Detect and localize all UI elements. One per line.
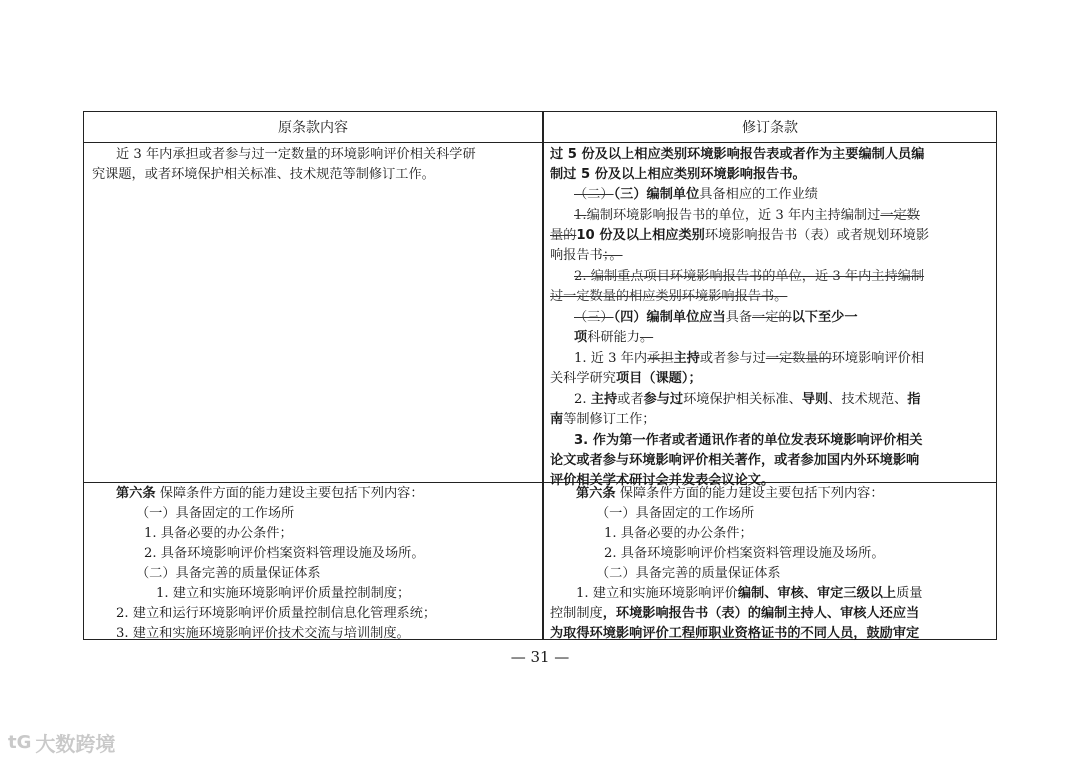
text-line: 1.编制环境影响报告书的单位，近 3 年内主持编制过一定数 — [574, 208, 920, 223]
text-line: 2. 具备环境影响评价档案资料管理设施及场所。 — [144, 546, 425, 561]
watermark — [8, 728, 115, 757]
text-line: 南等制修订工作； — [550, 412, 656, 427]
text-line: 论文或者参与环境影响评价相关著作，或者参加国内外环境影响 — [550, 453, 920, 468]
text-line: 量的10 份及以上相应类别环境影响报告书（表）或者规划环境影 — [550, 228, 930, 243]
text-line: （三）（四）编制单位应当具备一定的以下至少一 — [574, 310, 858, 325]
text-line: 2. 具备环境影响评价档案资料管理设施及场所。 — [604, 546, 885, 561]
text-line: 究课题，或者环境保护相关标准、技术规范等制修订工作。 — [92, 167, 435, 182]
text-line: 控制制度，环境影响报告书（表）的编制主持人、审核人还应当 — [550, 606, 920, 621]
watermark-logo-icon: tG — [8, 732, 32, 753]
header-revised: 修订条款 — [742, 120, 798, 136]
text-line: 过一定数量的相应类别环境影响报告书。 — [550, 289, 788, 304]
header-divider — [84, 142, 996, 143]
text-line: 关科学研究项目（课题）； — [550, 371, 702, 386]
text-line: 评价相关学术研讨会并发表会议论文。 — [550, 473, 775, 488]
text-line: 制过 5 份及以上相应类别环境影响报告书。 — [550, 167, 806, 182]
watermark-text: 大数跨境 — [35, 732, 116, 756]
text-line: 2. 编制重点项目环境影响报告书的单位，近 3 年内主持编制 — [574, 269, 925, 284]
text-line: 2. 建立和运行环境影响评价质量控制信息化管理系统； — [116, 606, 437, 621]
column-divider — [542, 112, 544, 639]
text-line: 3. 作为第一作者或者通讯作者的单位发表环境影响评价相关 — [574, 433, 923, 448]
text-line: （二）具备完善的质量保证体系 — [596, 566, 781, 581]
text-line: 1. 近 3 年内承担主持或者参与过一定数量的环境影响评价相 — [574, 351, 925, 366]
text-line: 第六条 保障条件方面的能力建设主要包括下列内容： — [576, 486, 884, 501]
text-line: （二）具备完善的质量保证体系 — [136, 566, 321, 581]
page-number: — 31 — — [510, 648, 570, 666]
text-line: 1. 建立和实施环境影响评价编制、审核、审定三级以上质量 — [576, 586, 923, 601]
text-line: （一）具备固定的工作场所 — [136, 506, 295, 521]
text-line: 响报告书；。 — [550, 248, 623, 263]
text-line: 1. 具备必要的办公条件； — [144, 526, 293, 541]
text-line: （一）具备固定的工作场所 — [596, 506, 755, 521]
text-line: 2. 主持或者参与过环境保护相关标准、导则、技术规范、指 — [574, 392, 921, 407]
text-line: 近 3 年内承担或者参与过一定数量的环境影响评价相关科学研 — [116, 147, 476, 162]
text-line: 项科研能力。 — [574, 330, 654, 345]
text-line: （二）（三）编制单位具备相应的工作业绩 — [574, 187, 818, 202]
text-line: 为取得环境影响评价工程师职业资格证书的不同人员，鼓励审定 — [550, 626, 920, 641]
revision-table — [83, 111, 997, 640]
text-line: 1. 建立和实施环境影响评价质量控制制度； — [156, 586, 411, 601]
text-line: 1. 具备必要的办公条件； — [604, 526, 753, 541]
header-original: 原条款内容 — [278, 120, 348, 136]
text-line: 3. 建立和实施环境影响评价技术交流与培训制度。 — [116, 626, 410, 641]
text-line: 过 5 份及以上相应类别环境影响报告表或者作为主要编制人员编 — [550, 147, 925, 162]
text-line: 第六条 保障条件方面的能力建设主要包括下列内容： — [116, 486, 424, 501]
